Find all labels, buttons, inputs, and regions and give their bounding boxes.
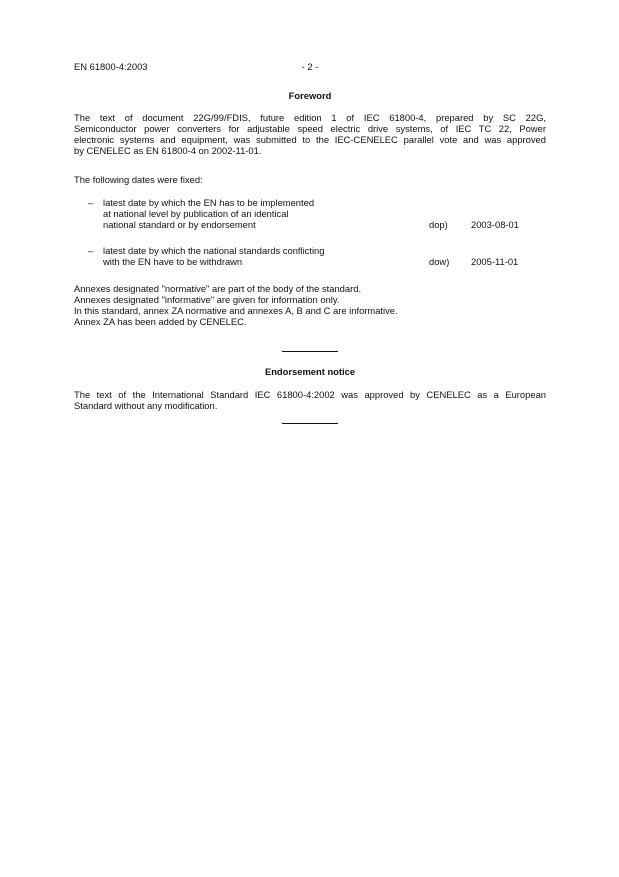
date-item-line: latest date by which the EN has to be implemented [103,197,315,208]
date-code: dow) [429,256,450,267]
annex-notes [74,283,546,327]
page-header [74,61,546,73]
document-id: EN 61800-4:2003 [74,61,148,72]
date-item-line: latest date by which the national standards conflicting [103,245,325,256]
date-item-line: at national level by publication of an identical [103,208,289,219]
endorsement-heading: Endorsement notice [264,366,356,377]
date-value: 2003-08-01 [471,219,519,230]
date-item-text [103,197,423,230]
list-dash: – [88,197,94,208]
foreword-line: The text of document 22G/99/FDIS, future edition 1 of IEC 61800-4, prepared by SC 22G, [74,112,546,123]
annex-line: In this standard, annex ZA normative and annexes A, B and C are informative. [74,305,398,316]
list-dash: – [88,245,94,256]
section-divider [282,351,338,352]
foreword-line: by CENELEC as EN 61800-4 on 2002-11-01. [74,145,262,156]
date-value: 2005-11-01 [471,256,519,267]
date-item-text [103,245,423,267]
date-item-line: national standard or by endorsement [103,219,256,230]
annex-line: Annexes designated "normative" are part of the body of the standard. [74,283,362,294]
annex-line: Annex ZA has been added by CENELEC. [74,316,247,327]
foreword-heading: Foreword [288,90,332,101]
endorsement-line: The text of the International Standard IEC 61800-4:2002 was approved by CENELEC as a European [74,389,546,400]
page-number: - 2 - [301,61,319,72]
foreword-paragraph [74,112,546,156]
endorsement-line: Standard without any modification. [74,400,218,411]
annex-line: Annexes designated "informative" are given for information only. [74,294,340,305]
foreword-line: electronic systems and equipment, was submitted to the IEC-CENELEC parallel vote and was approved [74,134,546,145]
date-code: dop) [429,219,448,230]
foreword-line: Semiconductor power converters for adjustable speed electric drive systems, of IEC TC 22, Power [74,123,546,134]
endorsement-paragraph [74,389,546,411]
date-item-line: with the EN have to be withdrawn [103,256,243,267]
dates-intro: The following dates were fixed: [74,174,203,185]
section-divider [282,423,338,424]
